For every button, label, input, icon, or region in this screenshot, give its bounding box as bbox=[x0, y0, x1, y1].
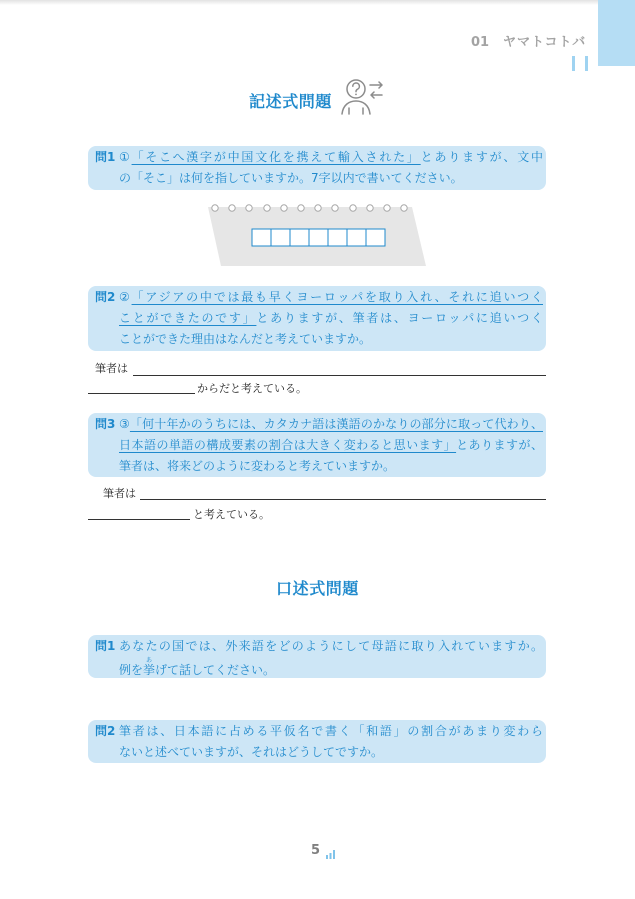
icon-shoulders bbox=[342, 101, 370, 114]
question-text-segment: の「そこ」は何を指していますか。7字以内で書いてください。 bbox=[119, 171, 463, 185]
question-text bbox=[119, 721, 543, 763]
bar-chart-icon-bar bbox=[333, 850, 335, 859]
question-line bbox=[119, 308, 543, 329]
quoted-passage: 「何十年かのうちには、カタカナ語は漢語のかなりの部分に取って代わり、 bbox=[129, 417, 543, 431]
notepad-ring bbox=[367, 205, 373, 211]
question-mark: ② bbox=[119, 290, 132, 304]
notepad-ring bbox=[350, 205, 356, 211]
notepad-ring bbox=[246, 205, 252, 211]
question-text-segment: 筆者は、日本語に占める平仮名で書く「和語」の割合があまり変わら bbox=[119, 724, 543, 738]
answer-char-box bbox=[309, 229, 328, 246]
question-label: 問2 bbox=[95, 290, 116, 304]
chapter-tab-bar bbox=[572, 56, 575, 71]
notepad-ring bbox=[298, 205, 304, 211]
question-line bbox=[119, 636, 543, 657]
question-label: 問3 bbox=[95, 417, 116, 431]
answer-line bbox=[140, 499, 546, 500]
written-question-3 bbox=[88, 413, 546, 477]
question-text-segment: ことができた理由はなんだと考えていますか。 bbox=[119, 332, 372, 346]
notepad-ring bbox=[264, 205, 270, 211]
answer-char-box bbox=[366, 229, 385, 246]
question-text bbox=[119, 636, 543, 678]
question-line bbox=[119, 456, 543, 477]
question-text-segment: ないと述べていますが、それはどうしてですか。 bbox=[119, 745, 384, 759]
question-mark: ③ bbox=[119, 417, 130, 431]
oral-question-2 bbox=[88, 720, 546, 763]
question-mark: ① bbox=[119, 150, 132, 164]
oral-section-title: 口述式問題 bbox=[276, 579, 360, 598]
notepad-ring bbox=[332, 205, 338, 211]
answer-char-box bbox=[290, 229, 309, 246]
answer-line bbox=[133, 375, 546, 376]
question-label: 問1 bbox=[95, 639, 116, 653]
question-text-segment: とありますが、 bbox=[456, 438, 543, 452]
question-line bbox=[119, 435, 543, 456]
question-line bbox=[119, 287, 543, 308]
answer-line bbox=[88, 393, 195, 394]
chapter-title: ヤマトコトバ bbox=[503, 35, 587, 50]
question-text-segment: とありますが、筆者は、ヨーロッパに追いつく bbox=[256, 311, 543, 325]
quoted-passage: 日本語の単語の構成要素の割合は大きく変わると思います」 bbox=[119, 438, 457, 452]
question-text-segment: あなたの国では、外来語をどのようにして母語に取り入れていますか。 bbox=[119, 639, 543, 653]
answer-char-box bbox=[347, 229, 366, 246]
thinking-person-icon bbox=[338, 78, 386, 116]
question-text bbox=[119, 414, 543, 477]
page-number: 5 bbox=[311, 843, 321, 858]
answer-suffix: と考えている。 bbox=[193, 508, 270, 521]
answer-notepad bbox=[205, 200, 431, 270]
bar-chart-icon-bar bbox=[330, 853, 332, 859]
question-line bbox=[119, 147, 543, 168]
question-mark-shape bbox=[353, 83, 360, 92]
question-label: 問1 bbox=[95, 150, 116, 164]
quoted-passage: ことができたのです」 bbox=[119, 311, 257, 325]
answer-prefix: 筆者は bbox=[95, 362, 128, 375]
answer-line bbox=[88, 519, 190, 520]
chapter-tab-bar bbox=[585, 56, 588, 71]
ruby-reading: あ bbox=[143, 657, 156, 664]
question-text bbox=[119, 287, 543, 350]
question-text-segment: とありますが、文中 bbox=[420, 150, 543, 164]
notepad-ring bbox=[281, 205, 287, 211]
oral-question-1 bbox=[88, 635, 546, 678]
question-line bbox=[119, 742, 543, 763]
question-line bbox=[119, 329, 543, 350]
notepad-ring bbox=[401, 205, 407, 211]
bar-chart-icon bbox=[326, 850, 336, 859]
quoted-passage: 「そこへ漢字が中国文化を携えて輸入された」 bbox=[131, 150, 421, 164]
notepad-ring bbox=[212, 205, 218, 211]
written-section-title: 記述式問題 bbox=[249, 92, 333, 111]
icon-arms bbox=[349, 108, 363, 114]
ruby-base: 挙 bbox=[143, 663, 156, 677]
answer-char-box bbox=[271, 229, 290, 246]
chapter-tab bbox=[598, 0, 635, 66]
thinking-person-icon-strokes bbox=[342, 80, 382, 114]
question-text-segment: 筆者は、将来どのように変わると考えていますか。 bbox=[119, 459, 396, 473]
answer-suffix: からだと考えている。 bbox=[197, 382, 307, 395]
written-question-2 bbox=[88, 286, 546, 351]
question-label: 問2 bbox=[95, 724, 116, 738]
quoted-passage: 「アジアの中では最も早くヨーロッパを取り入れ、それに追いつく bbox=[131, 290, 543, 304]
question-text-segment: 例を bbox=[119, 663, 144, 677]
question-line bbox=[119, 657, 543, 678]
notepad-ring bbox=[229, 205, 235, 211]
answer-char-boxes bbox=[252, 229, 385, 246]
question-text bbox=[119, 147, 543, 189]
written-question-1 bbox=[88, 146, 546, 190]
question-line bbox=[119, 721, 543, 742]
chapter-number: 01 bbox=[471, 35, 490, 50]
arrow-left-icon bbox=[371, 92, 382, 98]
question-text-segment: げて話してください。 bbox=[155, 663, 276, 677]
notepad-ring bbox=[384, 205, 390, 211]
answer-char-box bbox=[328, 229, 347, 246]
arrow-right-icon bbox=[370, 82, 382, 88]
question-line bbox=[119, 414, 543, 435]
question-line bbox=[119, 168, 543, 189]
furigana-word bbox=[143, 657, 156, 677]
answer-char-box bbox=[252, 229, 271, 246]
page-top-shade bbox=[0, 0, 635, 5]
answer-prefix: 筆者は bbox=[103, 487, 136, 500]
bar-chart-icon-bar bbox=[326, 855, 328, 859]
notepad-ring bbox=[315, 205, 321, 211]
question-mark-dot bbox=[355, 94, 357, 96]
